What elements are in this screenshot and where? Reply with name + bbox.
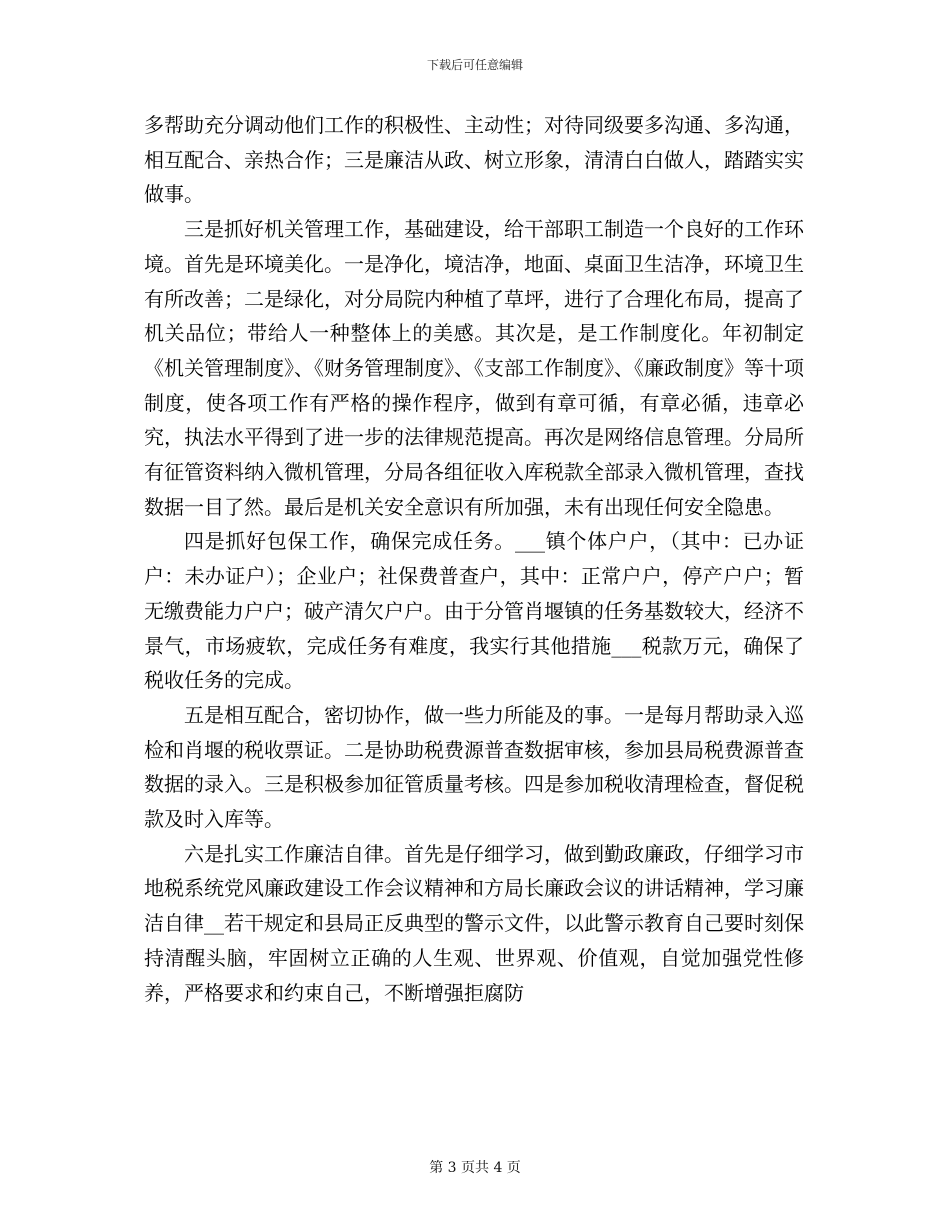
page-footer: 第 3 页共 4 页 (429, 1160, 521, 1176)
page-header: 下载后可任意编辑 (426, 58, 523, 72)
paragraph-4: 五是相互配合，密切协作，做一些力所能及的事。一是每月帮助录入巡检和肖堰的税收票证。二是协助税费源普查数据审核，参加县局税费源普查数据的录入。三是积极参加征管质量考核。四是参加税收清理检查，督促税款及时入库等。 (144, 702, 804, 832)
document-body (144, 108, 804, 1010)
paragraph-5: 六是扎实工作廉洁自律。首先是仔细学习，做到勤政廉政，仔细学习市地税系统党风廉政建设工作会议精神和方局长廉政会议的讲话精神，学习廉洁自律__若干规定和县局正反典型的警示文件，以此警示教育自己要时刻保持清醒头脑，牢固树立正确的人生观、世界观、价值观，自觉加强党性修养，严格要求和约束自己，不断增强拒腐防 (144, 841, 804, 1005)
paragraph-1: 多帮助充分调动他们工作的积极性、主动性；对待同级要多沟通、多沟通，相互配合、亲热合作；三是廉洁从政、树立形象，清清白白做人，踏踏实实做事。 (144, 113, 804, 207)
paragraph-3: 四是抓好包保工作，确保完成任务。___镇个体户户，（其中：已办证户：未办证户）；企业户；社保费普查户，其中：正常户户，停产户户；暂无缴费能力户户；破产清欠户户。由于分管肖堰镇的任务基数较大，经济不景气，市场疲软，完成任务有难度，我实行其他措施___税款万元，确保了税收任务的完成。 (144, 529, 804, 693)
paragraph-2: 三是抓好机关管理工作，基础建设，给干部职工制造一个良好的工作环境。首先是环境美化。一是净化，境洁净，地面、桌面卫生洁净，环境卫生有所改善；二是绿化，对分局院内种植了草坪，进行了合理化布局，提高了机关品位；带给人一种整体上的美感。其次是，是工作制度化。年初制定《机关管理制度》、《财务管理制度》、《支部工作制度》、《廉政制度》等十项制度，使各项工作有严格的操作程序，做到有章可循，有章必循，违章必究，执法水平得到了进一步的法律规范提高。再次是网络信息管理。分局所有征管资料纳入微机管理，分局各组征收入库税款全部录入微机管理，查找数据一目了然。最后是机关安全意识有所加强，未有出现任何安全隐患。 (144, 217, 804, 519)
